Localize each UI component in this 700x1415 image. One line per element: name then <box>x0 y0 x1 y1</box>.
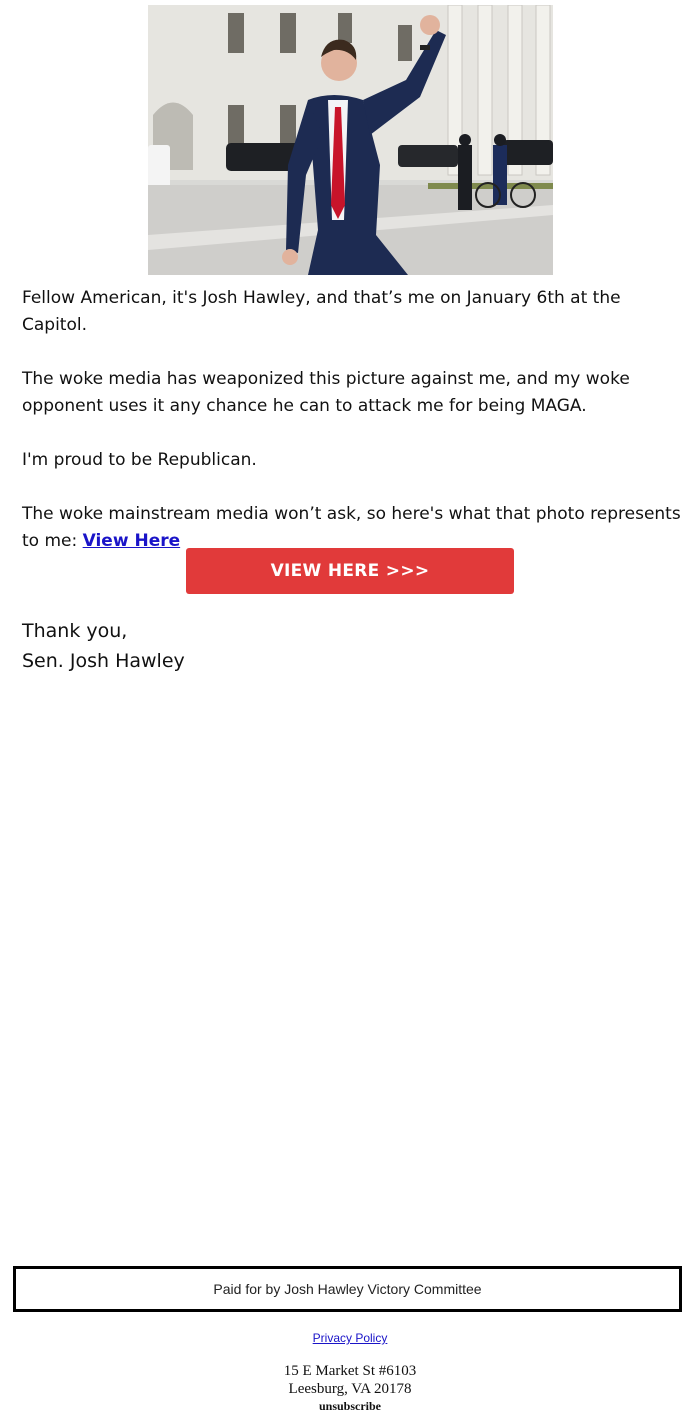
signoff <box>22 616 185 676</box>
paragraph-media: The woke media has weaponized this picture against me, and my woke opponent uses it any chance he can to attack me for being MAGA. <box>22 369 630 416</box>
address-line-1: 15 E Market St #6103 <box>283 1363 417 1379</box>
paragraph-photo <box>22 501 682 555</box>
paragraph-photo-text: The woke mainstream media won’t ask, so here's what that photo represents to me: <box>22 504 681 551</box>
address-line-2: Leesburg, VA 20178 <box>288 1381 412 1397</box>
paragraph-intro: Fellow American, it's Josh Hawley, and that’s me on January 6th at the Capitol. <box>22 288 621 335</box>
privacy-policy-link[interactable]: Privacy Policy <box>312 1331 388 1345</box>
signoff-thanks: Thank you, <box>22 620 128 642</box>
paid-for-disclaimer <box>13 1266 682 1312</box>
view-here-link[interactable]: View Here <box>82 531 181 551</box>
privacy-policy-row <box>0 1331 700 1345</box>
paragraph-proud: I'm proud to be Republican. <box>22 450 257 470</box>
unsubscribe-link[interactable]: unsubscribe <box>318 1399 382 1413</box>
paid-for-text: Paid for by Josh Hawley Victory Committee <box>213 1281 482 1297</box>
mailing-address <box>0 1362 700 1398</box>
view-here-button[interactable]: VIEW HERE >>> <box>186 548 514 594</box>
email-body <box>22 285 682 582</box>
hero-photo <box>148 5 553 275</box>
signoff-signature: Sen. Josh Hawley <box>22 650 185 672</box>
